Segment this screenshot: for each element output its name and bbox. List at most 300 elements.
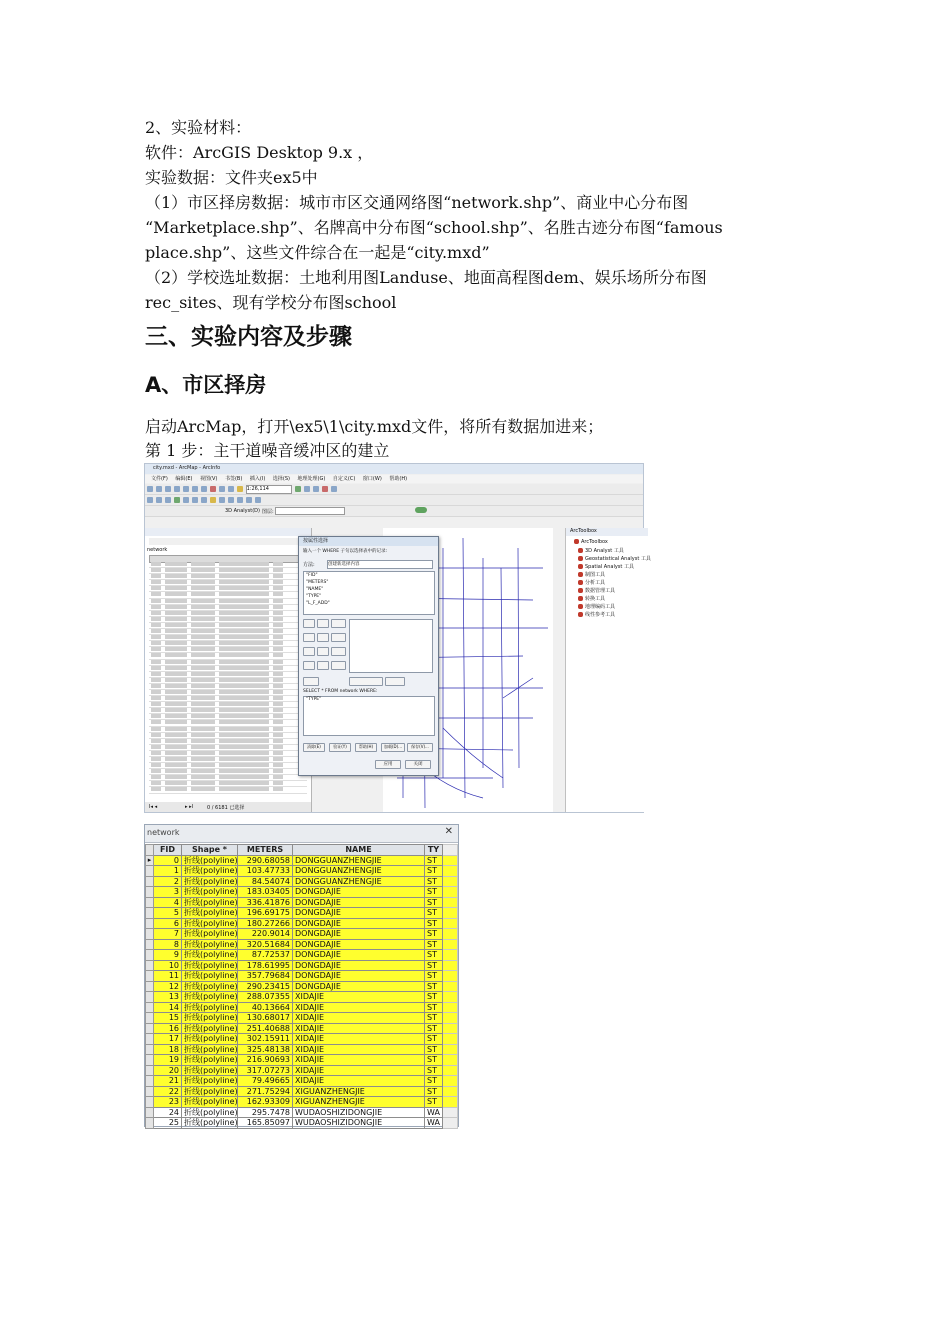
table-row[interactable] [146, 950, 458, 961]
cell-meters: 336.41876 [238, 897, 293, 908]
select-by-attributes-dialog [298, 536, 439, 776]
cell-fid: 9 [154, 950, 182, 961]
row-selector[interactable] [146, 1065, 154, 1076]
expression-box[interactable]: "TYPE" [303, 696, 435, 736]
cell-fid: 15 [154, 1013, 182, 1024]
cell-shape: 折线(polyline) [182, 1118, 238, 1129]
arcmap-screenshot [144, 463, 651, 813]
cell-fid: 19 [154, 1055, 182, 1066]
table-body [146, 855, 458, 1128]
row-selector[interactable] [146, 908, 154, 919]
cell-meters: 320.51684 [238, 939, 293, 950]
doc-line-house-data-2: “Marketplace.shp”、名牌高中分布图“school.shp”、名胜古迹分布图“famous [145, 218, 723, 237]
paste-icon[interactable] [201, 486, 207, 492]
cell-fid: 8 [154, 939, 182, 950]
section-heading: 三、实验内容及步骤 [145, 324, 352, 350]
cell-shape: 折线(polyline) [182, 897, 238, 908]
cell-meters: 84.54074 [238, 876, 293, 887]
cell-type: WA [425, 1118, 443, 1129]
operator-button[interactable] [317, 647, 329, 656]
toolbox-root[interactable]: ArcToolbox [574, 539, 608, 545]
menu-edit[interactable]: 编辑(E) [175, 476, 193, 482]
cell-shape: 折线(polyline) [182, 1023, 238, 1034]
help-button[interactable]: 帮助(H) [355, 743, 377, 752]
field-item[interactable]: "TYPE" [306, 594, 322, 599]
cell-fid: 21 [154, 1076, 182, 1087]
cell-type: ST [425, 1034, 443, 1045]
zoom-in-icon[interactable] [147, 497, 153, 503]
cell-type: ST [425, 897, 443, 908]
scale-box[interactable]: 1:26,114 [246, 485, 292, 494]
field-item[interactable]: "L_F_ADD" [306, 601, 330, 606]
scrollbar-track[interactable] [443, 1118, 458, 1129]
verify-button[interactable]: 验证(Y) [329, 743, 351, 752]
toolbox-analysis[interactable]: 分析工具 [578, 579, 605, 586]
menu-file[interactable]: 文件(F) [151, 476, 168, 482]
table-row[interactable] [146, 992, 458, 1003]
table-row[interactable] [146, 887, 458, 898]
toolbox-geostatistical[interactable]: Geostatistical Analyst 工具 [578, 555, 651, 562]
layer-dropdown[interactable] [275, 507, 345, 515]
row-selector[interactable] [146, 1107, 154, 1118]
table-row[interactable] [146, 866, 458, 877]
doc-line-school-data-2: rec_sites、现有学校分布图school [145, 293, 397, 312]
row-selector[interactable] [146, 1023, 154, 1034]
cell-name: XIDAJIE [293, 1076, 425, 1087]
cell-name: XIGUANZHENGJIE [293, 1086, 425, 1097]
row-selector[interactable] [146, 897, 154, 908]
network-table-screenshot [144, 824, 459, 1127]
scrollbar-track[interactable] [443, 1002, 458, 1013]
scrollbar-track[interactable] [443, 1065, 458, 1076]
apply-button[interactable]: 应用 [375, 760, 401, 769]
cell-name: DONGDAJIE [293, 960, 425, 971]
cell-meters: 295.7478 [238, 1107, 293, 1118]
table-row[interactable] [146, 939, 458, 950]
table-row[interactable] [146, 971, 458, 982]
cell-fid: 22 [154, 1086, 182, 1097]
row-selector[interactable] [146, 992, 154, 1003]
table-toolbar [149, 538, 299, 545]
cell-fid: 14 [154, 1002, 182, 1013]
print-icon[interactable] [174, 486, 180, 492]
cell-meters: 290.23415 [238, 981, 293, 992]
cell-shape: 折线(polyline) [182, 960, 238, 971]
cell-name: DONGDAJIE [293, 950, 425, 961]
field-item[interactable]: "FID" [306, 573, 318, 578]
row-selector[interactable] [146, 1002, 154, 1013]
cell-type: ST [425, 1013, 443, 1024]
column-header-type[interactable]: TY [425, 845, 443, 856]
row-selector[interactable] [146, 960, 154, 971]
table-row[interactable] [146, 1055, 458, 1066]
column-header-fid[interactable]: FID [154, 845, 182, 856]
row-selector[interactable] [146, 929, 154, 940]
doc-line-school-data: （2）学校选址数据：土地利用图Landuse、地面高程图dem、娱乐场所分布图 [145, 268, 707, 287]
cell-meters: 165.85097 [238, 1118, 293, 1129]
table-row[interactable] [146, 897, 458, 908]
table-row[interactable] [146, 1002, 458, 1013]
analyst-toolbar [145, 506, 643, 517]
undo-icon[interactable] [219, 486, 225, 492]
column-header-shape[interactable]: Shape * [182, 845, 238, 856]
scrollbar-track[interactable] [443, 1023, 458, 1034]
toolbox-linear-referencing[interactable]: 线性参考工具 [578, 611, 615, 618]
menu-windows[interactable]: 窗口(W) [362, 476, 382, 482]
record-nav-next-icon[interactable]: ▸ ▸I [185, 804, 194, 810]
toolbox-red-icon [578, 572, 583, 577]
cell-meters: 216.90693 [238, 1055, 293, 1066]
toolbar-3d-analyst[interactable]: 3D Analyst(D) [225, 508, 260, 514]
selection-status: 0 / 6181 已选择 [207, 805, 245, 811]
doc-line-house-data: （1）市区择房数据：城市市区交通网络图“network.shp”、商业中心分布图 [145, 193, 689, 212]
toolbox-geocoding[interactable]: 地理编码工具 [578, 603, 615, 610]
cell-fid: 16 [154, 1023, 182, 1034]
field-item[interactable]: "NAME" [306, 587, 324, 592]
table-window-title: network [147, 547, 168, 553]
cell-shape: 折线(polyline) [182, 1086, 238, 1097]
row-selector[interactable] [146, 981, 154, 992]
arcmap-titlebar [145, 464, 643, 474]
cell-name: DONGDAJIE [293, 908, 425, 919]
table-row[interactable] [146, 1097, 458, 1108]
cell-shape: 折线(polyline) [182, 855, 238, 866]
table-row[interactable] [146, 981, 458, 992]
save-button[interactable]: 保存(V)... [407, 743, 433, 752]
arcmap-window-title: city.mxd - ArcMap - ArcInfo [153, 465, 221, 471]
cell-shape: 折线(polyline) [182, 866, 238, 877]
forward-icon[interactable] [201, 497, 207, 503]
save-icon[interactable] [165, 486, 171, 492]
table-row[interactable] [146, 876, 458, 887]
cell-shape: 折线(polyline) [182, 1013, 238, 1024]
arcmap-menubar [145, 475, 643, 483]
cell-shape: 折线(polyline) [182, 1097, 238, 1108]
scrollbar-track[interactable] [443, 939, 458, 950]
scrollbar-track[interactable] [443, 897, 458, 908]
cell-meters: 220.9014 [238, 929, 293, 940]
menu-bookmarks[interactable]: 书签(B) [224, 476, 243, 482]
scrollbar-track[interactable] [443, 1076, 458, 1087]
table-row[interactable] [146, 855, 458, 866]
operator-button[interactable] [331, 633, 346, 642]
cell-shape: 折线(polyline) [182, 1076, 238, 1087]
cell-name: XIDAJIE [293, 1055, 425, 1066]
toolbox-data-management[interactable]: 数据管理工具 [578, 587, 615, 594]
open-icon[interactable] [156, 486, 162, 492]
table-title: network [147, 828, 180, 837]
row-selector[interactable] [146, 1055, 154, 1066]
row-selector[interactable]: ▸ [146, 855, 154, 866]
fixed-zoom-icon[interactable] [183, 497, 189, 503]
toolbox-3d-analyst[interactable]: 3D Analyst 工具 [578, 547, 624, 554]
new-icon[interactable] [147, 486, 153, 492]
row-selector[interactable] [146, 887, 154, 898]
toc-icon[interactable] [304, 486, 310, 492]
cell-type: ST [425, 929, 443, 940]
go-to-button[interactable] [385, 677, 405, 686]
cell-fid: 13 [154, 992, 182, 1003]
cell-fid: 20 [154, 1065, 182, 1076]
row-selector[interactable] [146, 918, 154, 929]
scrollbar-track[interactable] [443, 887, 458, 898]
cell-fid: 10 [154, 960, 182, 971]
cell-shape: 折线(polyline) [182, 971, 238, 982]
doc-line-house-data-3: place.shp”、这些文件综合在一起是“city.mxd” [145, 243, 490, 262]
scrollbar-track[interactable] [443, 1034, 458, 1045]
toolbox-red-icon [574, 539, 579, 544]
cell-name: DONGGUANZHENGJIE [293, 855, 425, 866]
row-selector[interactable] [146, 971, 154, 982]
scrollbar-track[interactable] [443, 1013, 458, 1024]
table-row[interactable] [146, 1086, 458, 1097]
cell-shape: 折线(polyline) [182, 939, 238, 950]
close-icon[interactable]: ✕ [444, 826, 453, 837]
cell-type: ST [425, 855, 443, 866]
column-header-meters[interactable]: METERS [238, 845, 293, 856]
row-selector[interactable] [146, 1097, 154, 1108]
operator-button[interactable] [303, 619, 315, 628]
cell-name: XIDAJIE [293, 1002, 425, 1013]
table-row[interactable] [146, 1013, 458, 1024]
cell-meters: 196.69175 [238, 908, 293, 919]
operator-button[interactable] [331, 647, 346, 656]
cell-shape: 折线(polyline) [182, 981, 238, 992]
close-button[interactable]: 关闭 [405, 760, 431, 769]
cell-type: ST [425, 1097, 443, 1108]
cut-icon[interactable] [183, 486, 189, 492]
python-icon[interactable] [331, 486, 337, 492]
scrollbar-track[interactable] [443, 960, 458, 971]
is-button[interactable] [303, 677, 319, 686]
toolbox-cartography[interactable]: 制图工具 [578, 571, 605, 578]
cell-meters: 357.79684 [238, 971, 293, 982]
cell-name: XIDAJIE [293, 1013, 425, 1024]
scrollbar-track[interactable] [443, 908, 458, 919]
operator-button[interactable] [303, 647, 315, 656]
standard-toolbar [145, 484, 643, 495]
cell-type: ST [425, 876, 443, 887]
cell-shape: 折线(polyline) [182, 918, 238, 929]
cell-fid: 25 [154, 1118, 182, 1129]
scrollbar-track[interactable] [443, 981, 458, 992]
cell-meters: 251.40688 [238, 1023, 293, 1034]
delete-icon[interactable] [210, 486, 216, 492]
toolbox-conversion[interactable]: 转换工具 [578, 595, 605, 602]
cell-meters: 288.07355 [238, 992, 293, 1003]
method-label: 方法: [303, 562, 315, 568]
scrollbar-track[interactable] [443, 950, 458, 961]
cell-name: XIDAJIE [293, 1044, 425, 1055]
cell-name: XIDAJIE [293, 1065, 425, 1076]
operator-button[interactable] [303, 661, 315, 670]
table-window-header [145, 528, 311, 536]
mini-table-row [149, 787, 307, 793]
cell-shape: 折线(polyline) [182, 1107, 238, 1118]
table-row[interactable] [146, 1065, 458, 1076]
cell-name: DONGGUANZHENGJIE [293, 866, 425, 877]
table-row[interactable] [146, 1107, 458, 1118]
cell-shape: 折线(polyline) [182, 1002, 238, 1013]
column-header-name[interactable]: NAME [293, 845, 425, 856]
row-selector[interactable] [146, 950, 154, 961]
scrollbar-track[interactable] [443, 992, 458, 1003]
hyperlink-icon[interactable] [255, 497, 261, 503]
row-selector[interactable] [146, 1118, 154, 1129]
layer-label: 图层: [262, 509, 274, 515]
operator-button[interactable] [317, 661, 329, 670]
row-selector[interactable] [146, 1044, 154, 1055]
menu-view[interactable]: 视图(V) [200, 476, 218, 482]
get-unique-values-button[interactable] [349, 677, 383, 686]
load-button[interactable]: 加载(D)... [381, 743, 405, 752]
record-nav-icon[interactable]: I◂ ◂ [149, 804, 158, 810]
table-row[interactable] [146, 1023, 458, 1034]
copy-icon[interactable] [192, 486, 198, 492]
scrollbar-track[interactable] [443, 855, 458, 866]
attribute-table [145, 844, 458, 1129]
arctoolbox-panel [565, 528, 651, 812]
clear-button[interactable]: 清除(E) [303, 743, 325, 752]
row-selector[interactable] [146, 1034, 154, 1045]
operator-button[interactable] [303, 633, 315, 642]
cell-type: ST [425, 1023, 443, 1034]
identify-icon[interactable] [228, 497, 234, 503]
table-row[interactable] [146, 1034, 458, 1045]
dialog-title: 按属性选择 [299, 537, 438, 546]
table-row[interactable] [146, 1044, 458, 1055]
scrollbar-track[interactable] [443, 918, 458, 929]
table-row[interactable] [146, 1118, 458, 1129]
scrollbar-track[interactable] [443, 929, 458, 940]
cell-name: WUDAOSHIZIDONGJIE [293, 1118, 425, 1129]
table-window [145, 528, 312, 812]
cell-meters: 183.03405 [238, 887, 293, 898]
cell-fid: 18 [154, 1044, 182, 1055]
cell-fid: 5 [154, 908, 182, 919]
catalog-icon[interactable] [313, 486, 319, 492]
cell-type: ST [425, 1086, 443, 1097]
cell-shape: 折线(polyline) [182, 950, 238, 961]
find-icon[interactable] [237, 497, 243, 503]
add-data-icon[interactable] [237, 486, 243, 492]
cell-meters: 40.13664 [238, 1002, 293, 1013]
toolbox-spatial-analyst[interactable]: Spatial Analyst 工具 [578, 563, 634, 570]
table-row[interactable] [146, 960, 458, 971]
cell-name: XIGUANZHENGJIE [293, 1097, 425, 1108]
select-elements-icon[interactable] [219, 497, 225, 503]
row-selector[interactable] [146, 1076, 154, 1087]
row-selector-header [146, 845, 154, 856]
cell-name: DONGDAJIE [293, 939, 425, 950]
scrollbar-track[interactable] [443, 1097, 458, 1108]
full-extent-icon[interactable] [174, 497, 180, 503]
field-item[interactable]: "METERS" [306, 580, 329, 585]
table-status-bar [145, 802, 311, 812]
method-dropdown[interactable]: 创建新选择内容 [327, 560, 433, 569]
cell-type: ST [425, 950, 443, 961]
table-row[interactable] [146, 918, 458, 929]
toolbox-red-icon [578, 588, 583, 593]
measure-icon[interactable] [246, 497, 252, 503]
table-row[interactable] [146, 908, 458, 919]
menu-selection[interactable]: 选择(S) [272, 476, 290, 482]
cell-type: ST [425, 992, 443, 1003]
cell-type: ST [425, 960, 443, 971]
toolbox-red-icon [578, 580, 583, 585]
cell-meters: 87.72537 [238, 950, 293, 961]
scrollbar-track[interactable] [443, 1055, 458, 1066]
scrollbar-track[interactable] [443, 1086, 458, 1097]
select-features-icon[interactable] [210, 497, 216, 503]
scrollbar-track[interactable] [443, 866, 458, 877]
editor-icon[interactable] [295, 486, 301, 492]
table-row[interactable] [146, 1076, 458, 1087]
cell-fid: 24 [154, 1107, 182, 1118]
tools-toolbar [145, 495, 643, 506]
menu-insert[interactable]: 插入(I) [249, 476, 266, 482]
back-icon[interactable] [192, 497, 198, 503]
toolbox-red-icon [578, 564, 583, 569]
operator-button[interactable] [317, 633, 329, 642]
cell-fid: 3 [154, 887, 182, 898]
redo-icon[interactable] [228, 486, 234, 492]
cell-type: ST [425, 1065, 443, 1076]
table-header-row [146, 845, 458, 856]
row-selector[interactable] [146, 939, 154, 950]
mini-table-rows [149, 562, 307, 794]
step-line-open: 启动ArcMap，打开\ex5\1\city.mxd文件，将所有数据加进来； [145, 417, 604, 436]
row-selector[interactable] [146, 1013, 154, 1024]
cell-shape: 折线(polyline) [182, 929, 238, 940]
menu-customize[interactable]: 自定义(C) [332, 476, 356, 482]
cell-shape: 折线(polyline) [182, 876, 238, 887]
cell-name: XIDAJIE [293, 1023, 425, 1034]
pan-icon[interactable] [165, 497, 171, 503]
cell-fid: 23 [154, 1097, 182, 1108]
cell-fid: 4 [154, 897, 182, 908]
row-selector[interactable] [146, 866, 154, 877]
scrollbar-track[interactable] [443, 876, 458, 887]
operator-button[interactable] [331, 619, 346, 628]
scrollbar-track[interactable] [443, 1107, 458, 1118]
toolbox-icon[interactable] [322, 486, 328, 492]
cell-shape: 折线(polyline) [182, 992, 238, 1003]
scrollbar-up-icon[interactable] [443, 845, 458, 856]
cell-fid: 7 [154, 929, 182, 940]
menu-geoprocessing[interactable]: 地理处理(G) [297, 476, 326, 482]
menu-help[interactable]: 帮助(H) [389, 476, 408, 482]
field-list[interactable] [303, 571, 435, 615]
operator-button[interactable] [331, 661, 346, 670]
cell-shape: 折线(polyline) [182, 908, 238, 919]
row-selector[interactable] [146, 876, 154, 887]
cell-type: ST [425, 1044, 443, 1055]
row-selector[interactable] [146, 1086, 154, 1097]
cell-name: DONGDAJIE [293, 897, 425, 908]
scrollbar-track[interactable] [443, 1044, 458, 1055]
cell-fid: 2 [154, 876, 182, 887]
globe-icon[interactable] [415, 507, 427, 513]
scrollbar-track[interactable] [443, 971, 458, 982]
operator-button[interactable] [317, 619, 329, 628]
table-row[interactable] [146, 929, 458, 940]
unique-values-list[interactable] [349, 619, 433, 673]
zoom-out-icon[interactable] [156, 497, 162, 503]
cell-meters: 325.48138 [238, 1044, 293, 1055]
cell-meters: 162.93309 [238, 1097, 293, 1108]
doc-line-materials: 2、实验材料： [145, 118, 252, 137]
